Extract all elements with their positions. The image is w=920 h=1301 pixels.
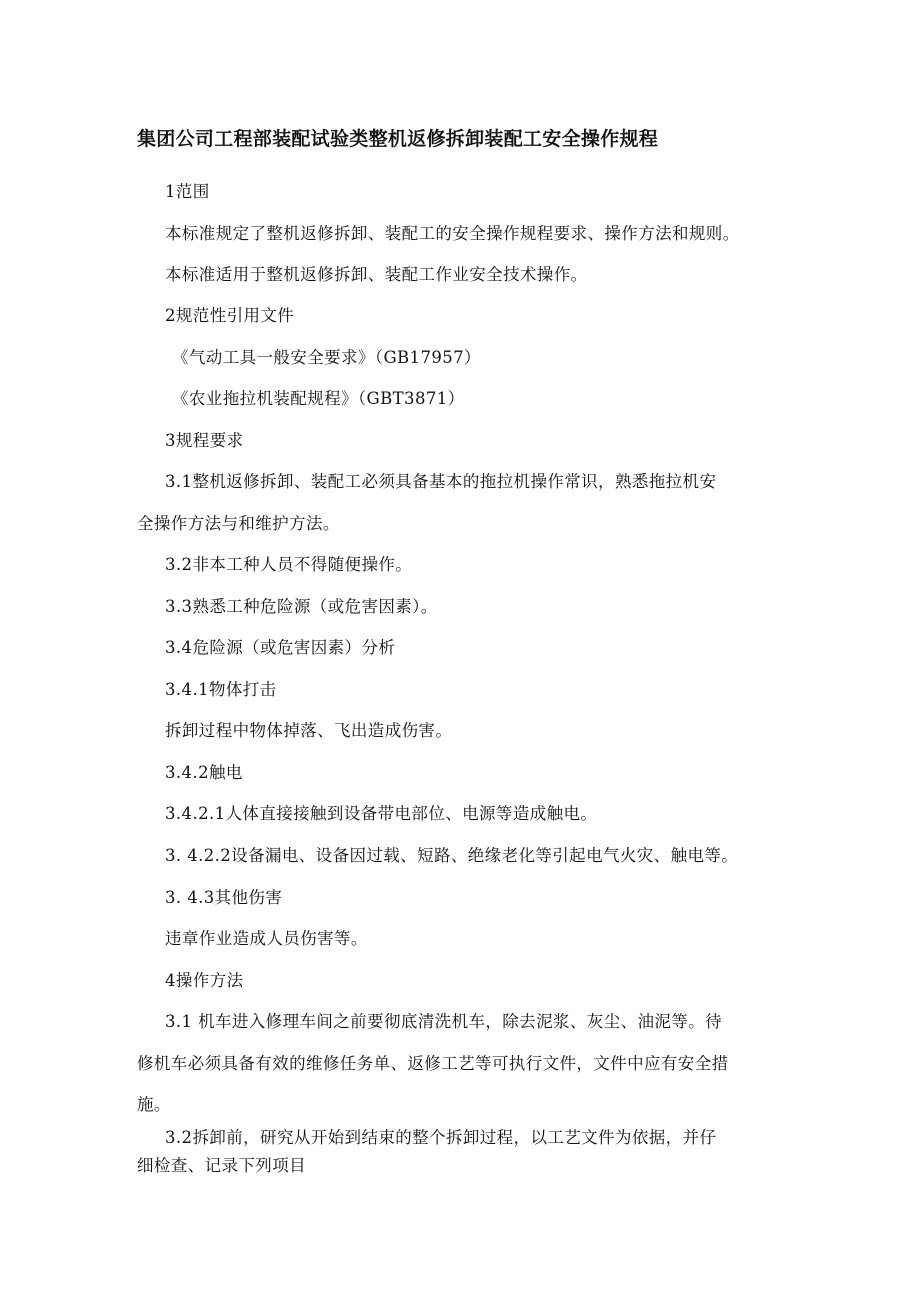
paragraph-continuation: 全操作方法与和维护方法。 xyxy=(137,514,340,533)
paragraph: 3.3熟悉工种危险源（或危害因素）。 xyxy=(165,597,438,616)
paragraph: 本标准适用于整机返修拆卸、装配工作业安全技术操作。 xyxy=(165,265,588,284)
subsection-heading: 3.4.2触电 xyxy=(165,763,243,782)
paragraph: 违章作业造成人员伤害等。 xyxy=(165,929,368,948)
paragraph-continuation: 修机车必须具备有效的维修任务单、返修工艺等可执行文件，文件中应有安全措 xyxy=(137,1054,729,1073)
section-heading-references: 2规范性引用文件 xyxy=(165,306,295,325)
section-heading-requirements: 3规程要求 xyxy=(165,431,244,450)
paragraph: 3.1 机车进入修理车间之前要彻底清洗机车，除去泥浆、灰尘、油泥等。待 xyxy=(165,1012,722,1031)
subsection-heading: 3.4.1物体打击 xyxy=(165,680,277,699)
document-title: 集团公司工程部装配试验类整机返修拆卸装配工安全操作规程 xyxy=(137,128,659,150)
paragraph-continuation: 细检查、记录下列项目 xyxy=(137,1156,306,1175)
reference-item: 《农业拖拉机装配规程》（GBT3871） xyxy=(172,389,465,408)
paragraph: 3.1整机返修拆卸、装配工必须具备基本的拖拉机操作常识，熟悉拖拉机安 xyxy=(165,472,717,491)
paragraph: 3.2非本工种人员不得随便操作。 xyxy=(165,555,413,574)
paragraph: 3.2拆卸前，研究从开始到结束的整个拆卸过程，以工艺文件为依据，并仔 xyxy=(165,1128,717,1147)
paragraph: 3.4.2.1人体直接接触到设备带电部位、电源等造成触电。 xyxy=(165,804,598,823)
subsection-heading: 3. 4.3其他伤害 xyxy=(165,888,283,907)
subsection-heading: 3.4危险源（或危害因素）分析 xyxy=(165,638,396,657)
reference-item: 《气动工具一般安全要求》（GB17957） xyxy=(172,348,481,367)
paragraph: 3. 4.2.2设备漏电、设备因过载、短路、绝缘老化等引起电气火灾、触电等。 xyxy=(165,846,739,865)
paragraph: 本标准规定了整机返修拆卸、装配工的安全操作规程要求、操作方法和规则。 xyxy=(165,224,740,243)
paragraph-continuation: 施。 xyxy=(137,1095,171,1114)
paragraph: 拆卸过程中物体掉落、飞出造成伤害。 xyxy=(165,721,453,740)
section-heading-methods: 4操作方法 xyxy=(165,971,244,990)
section-heading-scope: 1范围 xyxy=(165,182,210,201)
